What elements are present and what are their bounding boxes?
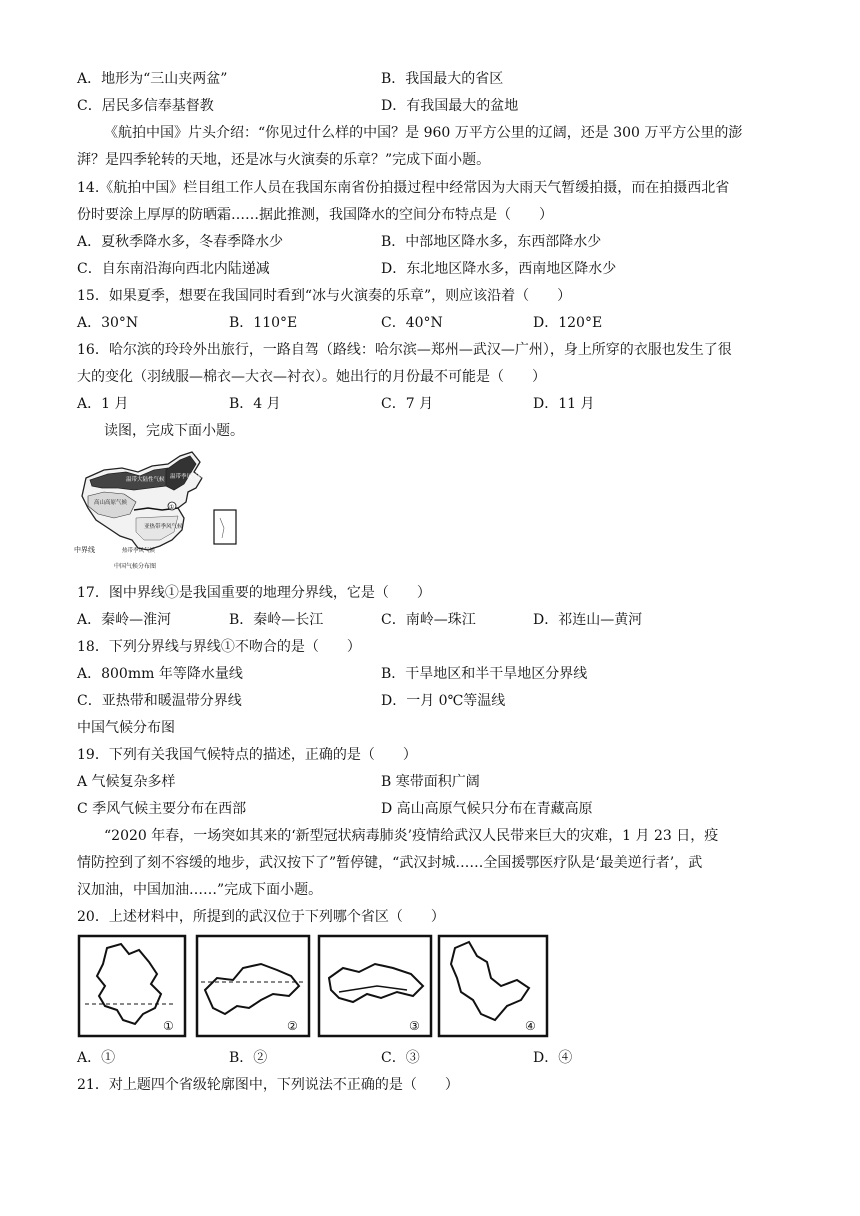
q15-option-c: C．40°N: [381, 315, 443, 331]
q18-option-a: A．800mm 年等降水量线: [77, 666, 243, 682]
label-tropical-monsoon: 热带季风气候: [122, 548, 156, 554]
map-caption: 中国气候分布图: [114, 563, 157, 570]
q18-stem: 18．下列分界线与界线①不吻合的是（ ）: [77, 639, 361, 655]
q17-stem: 17．图中界线①是我国重要的地理分界线，它是（ ）: [77, 585, 431, 601]
q14-option-d: D．东北地区降水多，西南地区降水少: [381, 261, 617, 277]
q18-option-c: C．亚热带和暖温带分界线: [77, 693, 242, 709]
q18-option-d: D．一月 0℃等温线: [381, 693, 506, 709]
q16-option-a: A．1 月: [77, 396, 129, 412]
q16-stem-line1: 16．哈尔滨的玲玲外出旅行，一路自驾（路线：哈尔滨—郑州—武汉—广州），身上所穿的衣服也发生了很: [77, 342, 732, 358]
q21-stem: 21．对上题四个省级轮廓图中，下列说法不正确的是（ ）: [77, 1077, 459, 1093]
panel-1-label: ①: [163, 1019, 174, 1033]
q16-option-b: B．4 月: [229, 396, 281, 412]
q17-option-d: D．祁连山—黄河: [533, 612, 643, 628]
q17-option-c: C．南岭—珠江: [381, 612, 476, 628]
intro1-line2: 湃？是四季轮转的天地，还是冰与火演奏的乐章？”完成下面小题。: [77, 152, 491, 168]
figure-caption-text: 中国气候分布图: [77, 720, 175, 736]
q13-option-d: D．有我国最大的盆地: [381, 98, 519, 114]
q16-option-c: C．7 月: [381, 396, 434, 412]
q20-option-b: B．②: [229, 1050, 268, 1066]
q14-option-c: C．自东南沿海向西北内陆递减: [77, 261, 270, 277]
intro3-line1: “2020 年春，一场突如其来的‘新型冠状病毒肺炎’疫情给武汉人民带来巨大的灾难，1 月 23 日，疫: [104, 828, 719, 844]
q14-option-a: A．夏秋季降水多，冬春季降水少: [77, 234, 284, 250]
q19-option-c: C 季风气候主要分布在西部: [77, 801, 247, 817]
q15-option-b: B．110°E: [229, 315, 298, 331]
q20-option-a: A．①: [77, 1050, 116, 1066]
q13-option-c: C．居民多信奉基督教: [77, 98, 214, 114]
q14-option-b: B．中部地区降水多，东西部降水少: [381, 234, 602, 250]
q13-option-b: B．我国最大的省区: [381, 71, 504, 87]
intro3-line3: 汉加油，中国加油……”完成下面小题。: [77, 882, 323, 898]
q15-option-a: A．30°N: [77, 315, 139, 331]
label-subtropical-monsoon: 亚热带季风气候: [144, 524, 183, 530]
climate-map-figure: [74, 448, 244, 573]
q20-option-d: D．④: [533, 1050, 573, 1066]
intro1-line1: 《航拍中国》片头介绍：“你见过什么样的中国？是 960 万平方公里的辽阔，还是 300 万平方公里的澎: [104, 125, 743, 141]
q14-stem-line2: 份时要涂上厚厚的防晒霜……据此推测，我国降水的空间分布特点是（ ）: [77, 207, 553, 223]
q14-stem-line1: 14.《航拍中国》栏目组工作人员在我国东南省份拍摄过程中经常因为大雨天气暂缓拍摄，而在拍摄西北省: [77, 180, 730, 196]
q20-option-c: C．③: [381, 1050, 420, 1066]
q15-option-d: D．120°E: [533, 315, 603, 331]
panel-4-label: ④: [525, 1019, 536, 1033]
q19-option-d: D 高山高原气候只分布在青藏高原: [381, 801, 593, 817]
label-temperate-continental: 温带大陆性气候: [126, 477, 165, 483]
boundary-marker-1: ①: [169, 504, 175, 511]
q20-stem: 20．上述材料中，所提到的武汉位于下列哪个省区（ ）: [77, 909, 445, 925]
intro2: 读图，完成下面小题。: [104, 423, 244, 439]
q19-stem: 19．下列有关我国气候特点的描述，正确的是（ ）: [77, 747, 417, 763]
q15-stem: 15．如果夏季，想要在我国同时看到“冰与火演奏的乐章”，则应该沿着（ ）: [77, 288, 572, 304]
province-outlines-figure: [77, 934, 551, 1040]
label-boundary: 中界线: [74, 546, 95, 554]
q17-option-b: B．秦岭—长江: [229, 612, 324, 628]
label-highland: 高山高原气候: [94, 500, 128, 506]
label-temperate-monsoon: 温带季风气候: [170, 474, 204, 480]
q19-option-a: A 气候复杂多样: [77, 774, 176, 790]
panel-3-label: ③: [409, 1019, 420, 1033]
q19-option-b: B 寒带面积广阔: [381, 774, 480, 790]
panel-2-label: ②: [287, 1019, 298, 1033]
q13-option-a: A．地形为“三山夹两盆”: [77, 71, 228, 87]
q18-option-b: B．干旱地区和半干旱地区分界线: [381, 666, 588, 682]
q17-option-a: A．秦岭—淮河: [77, 612, 172, 628]
q16-option-d: D．11 月: [533, 396, 595, 412]
q16-stem-line2: 大的变化（羽绒服—棉衣—大衣—衬衣）。她出行的月份最不可能是（ ）: [77, 369, 546, 385]
intro3-line2: 情防控到了刻不容缓的地步，武汉按下了”暂停键，“武汉封城……全国援鄂医疗队是‘最美逆行者’，武: [77, 855, 703, 871]
